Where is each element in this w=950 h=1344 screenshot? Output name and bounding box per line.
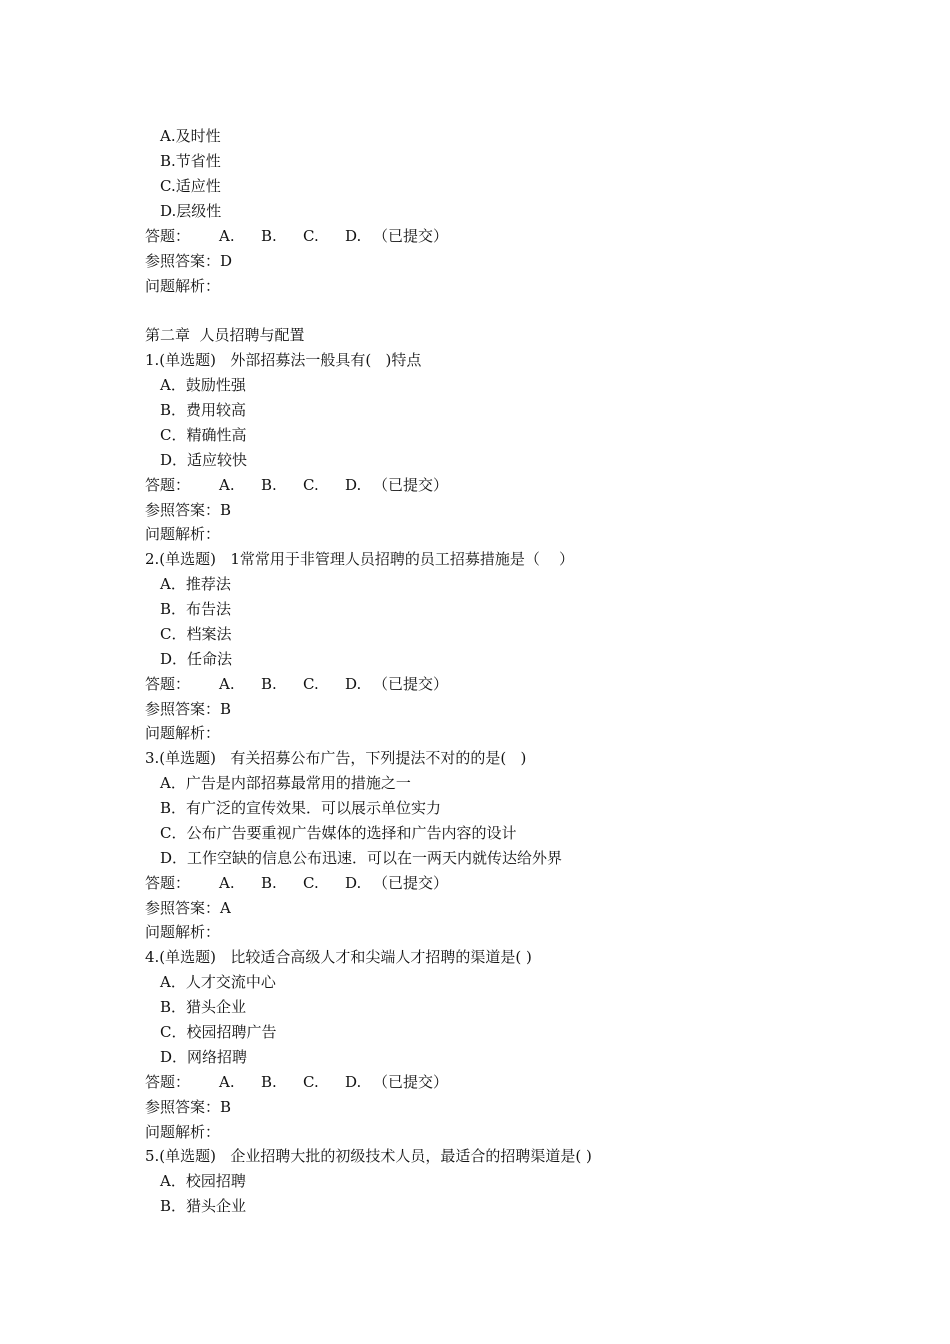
option: A．鼓励性强 bbox=[160, 376, 246, 394]
answer-label: 答题： bbox=[145, 874, 191, 892]
chapter-title: 第二章 人员招聘与配置 bbox=[145, 326, 305, 344]
option: C．精确性高 bbox=[160, 426, 247, 444]
question-stem: 4.(单选题) 比较适合高级人才和尖端人才招聘的渠道是( ) bbox=[145, 948, 532, 966]
analysis-label: 问题解析： bbox=[145, 724, 221, 742]
option: A．校园招聘 bbox=[160, 1172, 246, 1190]
option: B．猎头企业 bbox=[160, 1197, 247, 1215]
analysis-label: 问题解析： bbox=[145, 525, 221, 543]
analysis-label: 问题解析： bbox=[145, 923, 221, 941]
answer-row bbox=[145, 672, 475, 697]
option: C．校园招聘广告 bbox=[160, 1023, 277, 1041]
analysis-label: 问题解析： bbox=[145, 1123, 221, 1141]
choice-b[interactable]: B. bbox=[261, 476, 277, 494]
choice-a[interactable]: A. bbox=[219, 675, 235, 693]
choice-c[interactable]: C. bbox=[303, 476, 319, 494]
choice-c[interactable]: C. bbox=[303, 1073, 319, 1091]
option: D.层级性 bbox=[160, 202, 222, 220]
choice-c[interactable]: C. bbox=[303, 227, 319, 245]
choice-a[interactable]: A. bbox=[219, 1073, 235, 1091]
choice-d[interactable]: D. bbox=[345, 675, 362, 693]
answer-row bbox=[145, 224, 475, 249]
submitted-status: （已提交） bbox=[373, 227, 449, 245]
option: A．推荐法 bbox=[160, 575, 231, 593]
question-stem: 2.(单选题) 1常常用于非管理人员招聘的员工招募措施是（ ） bbox=[145, 550, 574, 568]
option: D．网络招聘 bbox=[160, 1048, 248, 1066]
answer-label: 答题： bbox=[145, 476, 191, 494]
choice-d[interactable]: D. bbox=[345, 476, 362, 494]
question-stem: 1.(单选题) 外部招募法一般具有( )特点 bbox=[145, 351, 422, 369]
choice-a[interactable]: A. bbox=[219, 874, 235, 892]
option: A．广告是内部招募最常用的措施之一 bbox=[160, 774, 411, 792]
submitted-status: （已提交） bbox=[373, 874, 449, 892]
choice-b[interactable]: B. bbox=[261, 874, 277, 892]
option: A.及时性 bbox=[160, 127, 221, 145]
answer-label: 答题： bbox=[145, 675, 191, 693]
question-stem: 5.(单选题) 企业招聘大批的初级技术人员，最适合的招聘渠道是( ) bbox=[145, 1147, 592, 1165]
option: A．人才交流中心 bbox=[160, 973, 276, 991]
analysis-label: 问题解析： bbox=[145, 277, 221, 295]
answer-label: 答题： bbox=[145, 1073, 191, 1091]
answer-row bbox=[145, 1070, 475, 1095]
reference-answer: 参照答案：B bbox=[145, 501, 232, 519]
reference-answer: 参照答案：B bbox=[145, 1098, 232, 1116]
option: B．费用较高 bbox=[160, 401, 247, 419]
choice-c[interactable]: C. bbox=[303, 675, 319, 693]
option: D．任命法 bbox=[160, 650, 233, 668]
reference-answer: 参照答案：D bbox=[145, 252, 233, 270]
option: B．有广泛的宣传效果．可以展示单位实力 bbox=[160, 799, 442, 817]
option: B．布告法 bbox=[160, 600, 232, 618]
choice-c[interactable]: C. bbox=[303, 874, 319, 892]
choice-b[interactable]: B. bbox=[261, 675, 277, 693]
option: C.适应性 bbox=[160, 177, 221, 195]
option: C．档案法 bbox=[160, 625, 232, 643]
choice-d[interactable]: D. bbox=[345, 227, 362, 245]
option: B.节省性 bbox=[160, 152, 221, 170]
choice-a[interactable]: A. bbox=[219, 476, 235, 494]
option: B．猎头企业 bbox=[160, 998, 247, 1016]
choice-d[interactable]: D. bbox=[345, 874, 362, 892]
submitted-status: （已提交） bbox=[373, 476, 449, 494]
answer-row bbox=[145, 871, 475, 896]
choice-d[interactable]: D. bbox=[345, 1073, 362, 1091]
reference-answer: 参照答案：A bbox=[145, 899, 231, 917]
option: D．工作空缺的信息公布迅速．可以在一两天内就传达给外界 bbox=[160, 849, 563, 867]
question-stem: 3.(单选题) 有关招募公布广告，下列提法不对的的是( ) bbox=[145, 749, 527, 767]
choice-b[interactable]: B. bbox=[261, 227, 277, 245]
option: C．公布广告要重视广告媒体的选择和广告内容的设计 bbox=[160, 824, 517, 842]
reference-answer: 参照答案：B bbox=[145, 700, 232, 718]
submitted-status: （已提交） bbox=[373, 675, 449, 693]
submitted-status: （已提交） bbox=[373, 1073, 449, 1091]
answer-label: 答题： bbox=[145, 227, 191, 245]
option: D．适应较快 bbox=[160, 451, 248, 469]
choice-a[interactable]: A. bbox=[219, 227, 235, 245]
answer-row bbox=[145, 473, 475, 498]
choice-b[interactable]: B. bbox=[261, 1073, 277, 1091]
